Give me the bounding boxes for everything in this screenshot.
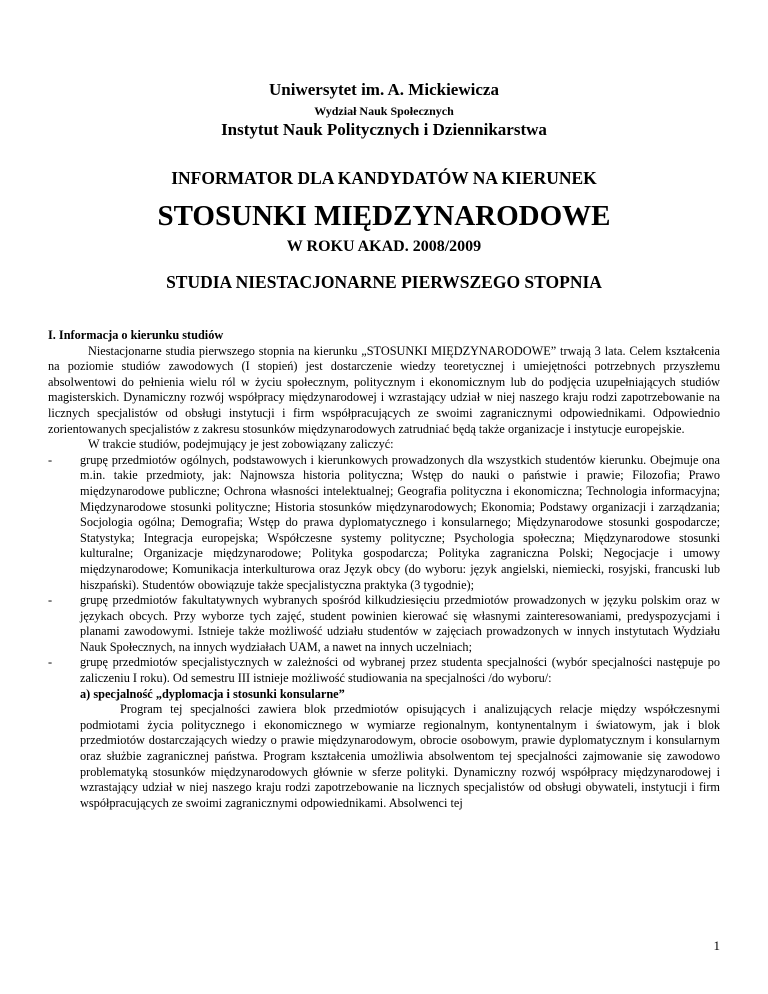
page-number: 1	[713, 938, 720, 953]
university-name: Uniwersytet im. A. Mickiewicza	[269, 80, 499, 99]
list-item	[48, 453, 720, 593]
faculty-name: Wydział Nauk Społecznych	[314, 104, 454, 118]
list-item	[48, 593, 720, 655]
list-item-text: grupę przedmiotów specjalistycznych w zależności od wybranej przez studenta specjalności (wybór specjalności następuje po zaliczeniu I roku). Od semestru III istnieje możliwość studiowania na specjalności /do wyboru/:	[80, 655, 720, 686]
institute-name: Instytut Nauk Politycznych i Dziennikarstwa	[221, 120, 547, 139]
academic-year: W ROKU AKAD. 2008/2009	[286, 238, 482, 255]
list-item-text: grupę przedmiotów fakultatywnych wybranych spośród kilkudziesięciu przedmiotów prowadzonych w języku polskim oraz w językach obcych. Przy wyborze tych zajęć, student powinien kierować się własnymi zainteresowaniami, predyspozycjami i planami zawodowymi. Istnieje także możliwość udziału studentów w zajęciach prowadzonych w innych instytutach Wydziału Nauk Społecznych, na innych wydziałach UAM, a nawet na innych uczelniach;	[80, 593, 720, 654]
informator-title: INFORMATOR DLA KANDYDATÓW NA KIERUNEK	[171, 168, 597, 188]
list-item-text: grupę przedmiotów ogólnych, podstawowych i kierunkowych prowadzonych dla wszystkich studentów kierunku. Obejmuje ona m.in. takie przedmioty, jak: Najnowsza historia polityczna; Wstęp do nauki o państwie i prawie; Filozofia; Prawo międzynarodowe publiczne; Ochrona własności intelektualnej; Geografia polityczna i ekonomiczna; Technologia informacyjna; Międzynarodowe stosunki polityczne; Historia stosunków międzynarodowych; Ekonomia; Podstawy organizacji i zarządzania; Socjologia ogólna; Demografia; Wstęp do prawa dyplomatycznego i konsularnego; Międzynarodowe stosunki gospodarcze; Statystyka; Integracja europejska; Współczesne systemy polityczne; Psychologia społeczna; Międzynarodowe stosunki kulturalne; Organizacje międzynarodowe; Polityka gospodarcza; Polityka zagraniczna Polski; Negocjacje i umowy międzynarodowe; Komunikacja interkulturowa oraz Język obcy (do wyboru: język angielski, niemiecki, rosyjski, francuski lub hiszpański). Studentów obowiązuje także specjalistyczna praktyka (3 tygodnie);	[80, 452, 720, 592]
lead-paragraph: W trakcie studiów, podejmujący je jest zobowiązany zaliczyć:	[88, 437, 394, 452]
list-marker: -	[48, 655, 53, 670]
section-heading: I. Informacja o kierunku studiów	[48, 328, 224, 342]
study-mode: STUDIA NIESTACJONARNE PIERWSZEGO STOPNIA	[166, 272, 602, 292]
list-marker: -	[48, 452, 53, 467]
document-body	[48, 328, 720, 811]
list-marker: -	[48, 593, 53, 608]
specialization-text: Program tej specjalności zawiera blok przedmiotów opisujących i analizujących relacje między współczesnymi podmiotami życia politycznego i ekonomicznego w wymiarze regionalnym, kontynentalnym i światowym, jak i blok przedmiotów dostarczających wiedzy o prawie międzynarodowym, obrocie osobowym, prawie dyplomatycznym i konsularnym oraz służbie zagranicznej państwa. Program kształcenia umożliwia absolwentom tej specjalności zajmowanie się zawodowo problematyką stosunków międzynarodowych głównie w sferze polityki. Dynamiczny rozwój współpracy międzynarodowej i wzrastający udział w niej naszego kraju rodzi zapotrzebowanie na licznych specjalistów od obsługi obywateli, instytucji i firm współpracujących ze swoimi zagranicznymi odpowiednikami. Absolwenci tej	[80, 702, 720, 810]
intro-paragraph: Niestacjonarne studia pierwszego stopnia na kierunku „STOSUNKI MIĘDZYNARODOWE” trwają 3 lata. Celem kształcenia na poziomie studiów zawodowych (I stopień) jest dostarczenie wiedzy teoretycznej i umiejętności potrzebnych przyszłemu absolwentowi do pełnienia wielu ról w życiu społecznym, politycznym i ekonomicznym lub do podjęcia uzupełniających studiów magisterskich. Dynamiczny rozwój współpracy międzynarodowej i wzrastający udział w niej naszego kraju rodzi zapotrzebowanie na licznych specjalistów od obsługi instytucji i firm współpracujących ze swoimi zagranicznymi odpowiednikami. Odpowiednio zorientowanych specjalistów z zakresu stosunków międzynarodowych zatrudniać będą także organizacje i instytucje europejskie.	[48, 343, 720, 436]
specialization-heading: a) specjalność „dyplomacja i stosunki konsularne”	[80, 686, 345, 701]
specialization-a	[48, 687, 720, 812]
list-item	[48, 655, 720, 686]
major-title: STOSUNKI MIĘDZYNARODOWE	[157, 200, 611, 232]
